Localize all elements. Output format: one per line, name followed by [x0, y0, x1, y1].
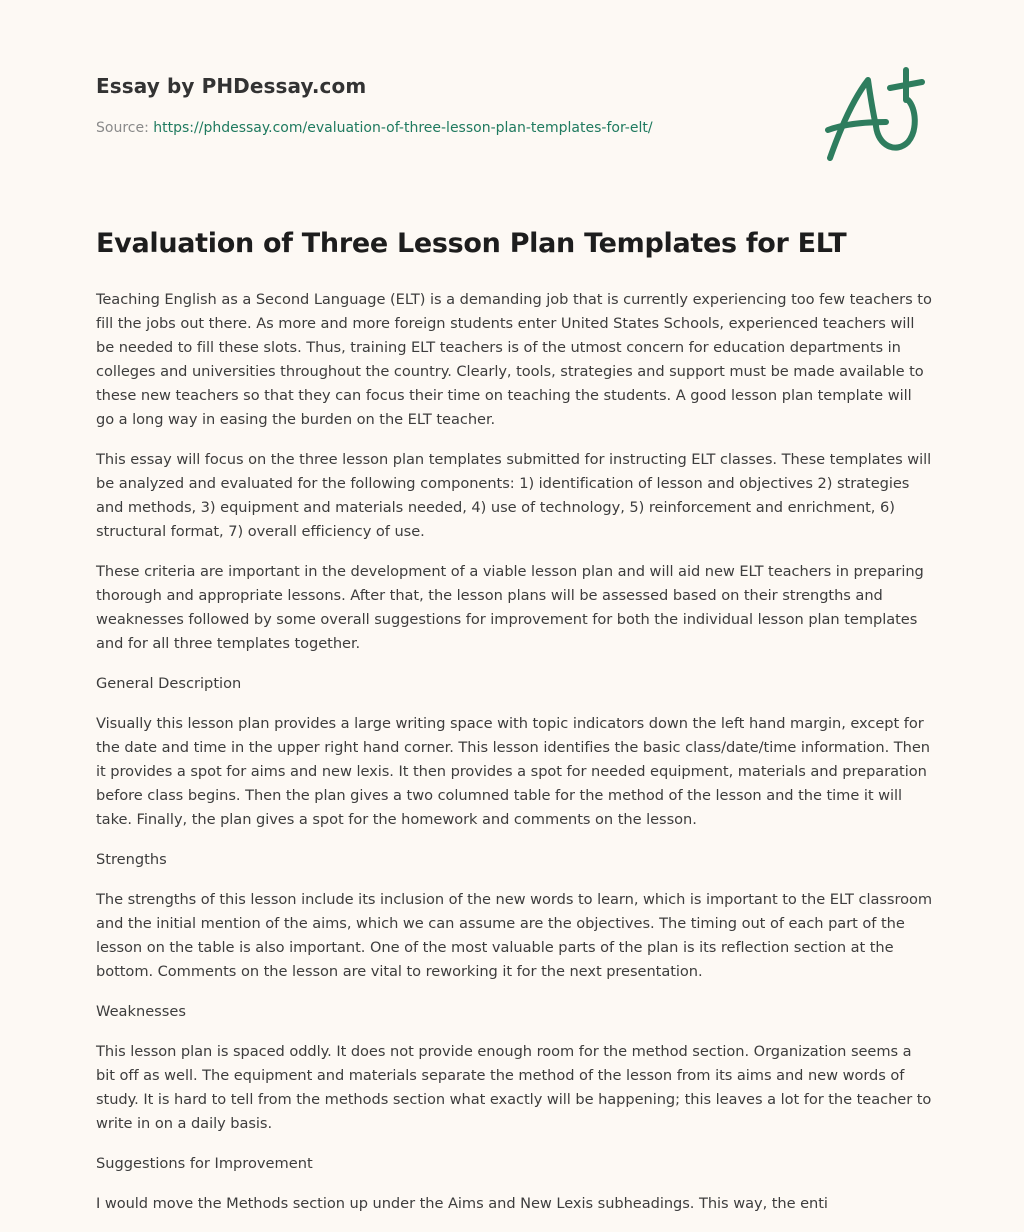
- section-heading-strengths: Strengths: [96, 851, 167, 868]
- paragraph: The strengths of this lesson include its inclusion of the new words to learn, which is important to the ELT classroom and the initial mention of the aims, which we can assume are the objectives. The timing out of each part of the lesson on the table is also important. One of the most valuable parts of the plan is its reflection section at the bottom. Comments on the lesson are vital to reworking it for the next presentation.: [96, 891, 932, 980]
- section-heading-general-description: General Description: [96, 675, 242, 692]
- section-heading-weaknesses: Weaknesses: [96, 1003, 186, 1020]
- essay-title: Evaluation of Three Lesson Plan Templates for ELT: [96, 228, 847, 259]
- paragraph: Teaching English as a Second Language (ELT) is a demanding job that is currently experiencing too few teachers to fill the jobs out there. As more and more foreign students enter United States Schools, experienced teachers will be needed to fill these slots. Thus, training ELT teachers is of the utmost concern for education departments in colleges and universities throughout the country. Clearly, tools, strategies and support must be made available to these new teachers so that they can focus their time on teaching the students. A good lesson plan template will go a long way in easing the burden on the ELT teacher.: [96, 291, 932, 428]
- paragraph: These criteria are important in the development of a viable lesson plan and will aid new ELT teachers in preparing thorough and appropriate lessons. After that, the lesson plans will be assessed based on their strengths and weaknesses followed by some overall suggestions for improvement for both the individual lesson plan templates and for all three templates together.: [96, 563, 924, 652]
- source-line: [96, 120, 796, 136]
- paragraph: This essay will focus on the three lesson plan templates submitted for instructing ELT classes. These templates will be analyzed and evaluated for the following components: 1) identification of lesson and objectives 2) strategies and methods, 3) equipment and materials needed, 4) use of technology, 5) reinforcement and enrichment, 6) structural format, 7) overall efficiency of use.: [96, 451, 932, 540]
- paragraph: Visually this lesson plan provides a large writing space with topic indicators down the left hand margin, except for the date and time in the upper right hand corner. This lesson identifies the basic class/date/time information. Then it provides a spot for aims and new lexis. It then provides a spot for needed equipment, materials and preparation before class begins. Then the plan gives a two columned table for the method of the lesson and the time it will take. Finally, the plan gives a spot for the homework and comments on the lesson.: [96, 715, 930, 828]
- paragraph: This lesson plan is spaced oddly. It does not provide enough room for the method section. Organization seems a bit off as well. The equipment and materials separate the method of the lesson from its aims and new words of study. It is hard to tell from the methods section what exactly will be happening; this leaves a lot for the teacher to write in on a daily basis.: [96, 1043, 932, 1132]
- source-label: Source:: [96, 120, 149, 136]
- section-heading-suggestions: Suggestions for Improvement: [96, 1155, 313, 1172]
- source-link[interactable]: https://phdessay.com/evaluation-of-three-lesson-plan-templates-for-elt/: [153, 120, 653, 136]
- site-title: Essay by PHDessay.com: [96, 74, 367, 98]
- essay-content: [96, 224, 932, 1232]
- paragraph-truncated: I would move the Methods section up under the Aims and New Lexis subheadings. This way, the enti: [96, 1195, 828, 1212]
- page-header: [96, 74, 796, 136]
- a-plus-grade-icon: [820, 64, 930, 168]
